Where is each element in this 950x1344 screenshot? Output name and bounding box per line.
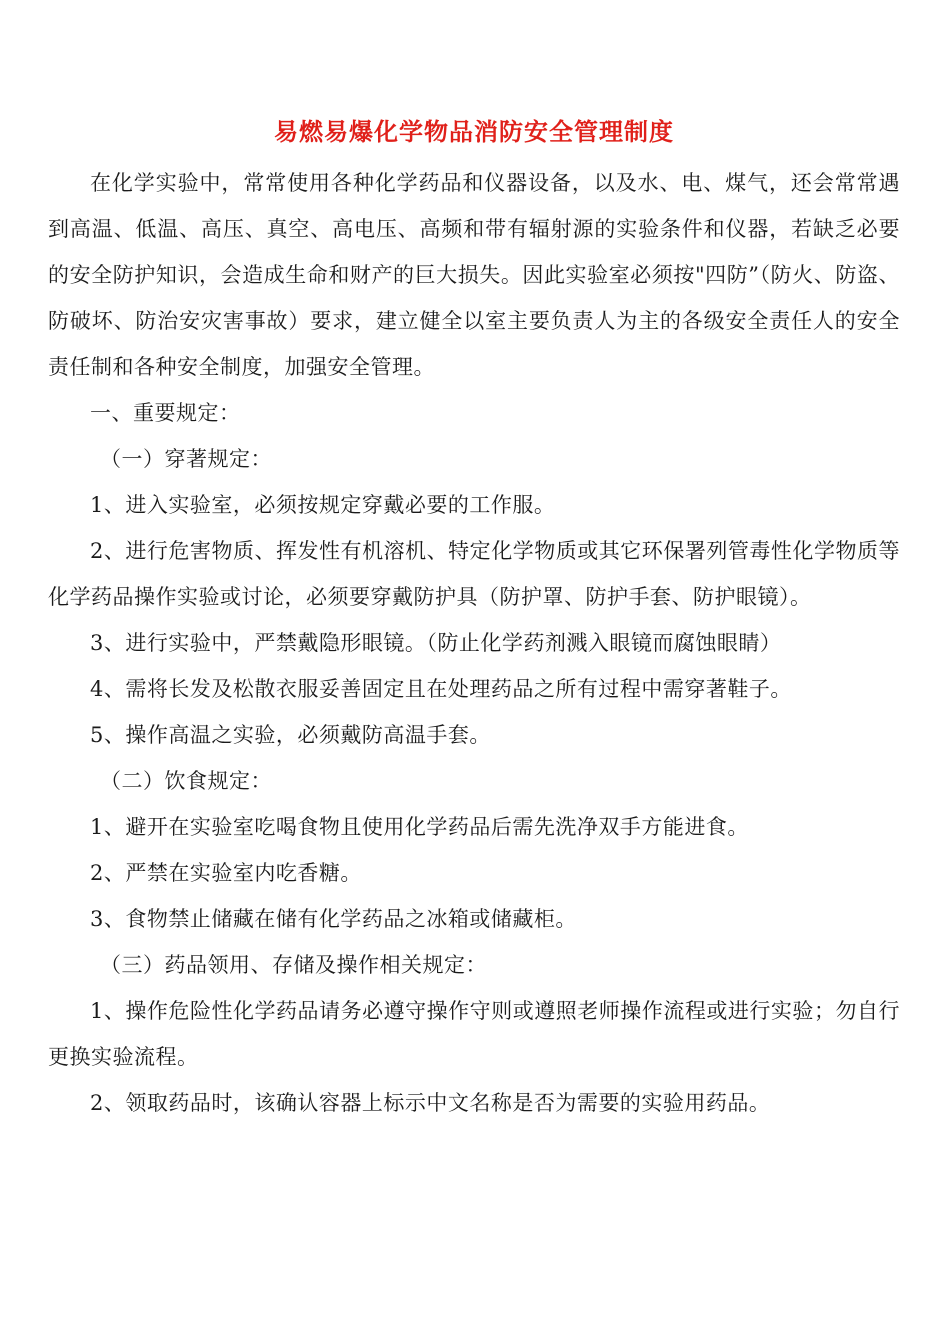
attire-rule-3: 3、进行实验中，严禁戴隐形眼镜。（防止化学药剂溅入眼镜而腐蚀眼睛） — [90, 631, 782, 655]
subsection-heading-food: （二）饮食规定： — [100, 769, 272, 793]
attire-rule-5: 5、操作高温之实验，必须戴防高温手套。 — [90, 723, 491, 747]
food-rule-2: 2、严禁在实验室内吃香糖。 — [90, 861, 362, 885]
food-rule-1: 1、避开在实验室吃喝食物且使用化学药品后需先洗净双手方能进食。 — [90, 815, 749, 839]
intro-paragraph: 在化学实验中，常常使用各种化学药品和仪器设备，以及水、电、煤气，还会常常遇到高温、低温、高压、真空、高电压、高频和带有辐射源的实验条件和仪器，若缺乏必要的安全防护知识，会造成生命和财产的巨大损失。因此实验室必须按"四防”（防火、防盗、防破坏、防治安灾害事故）要求，建立健全以室主要负责人为主的各级安全责任人的安全责任制和各种安全制度，加强安全管理。 — [48, 171, 900, 379]
attire-rule-1: 1、进入实验室，必须按规定穿戴必要的工作服。 — [90, 493, 556, 517]
subsection-heading-attire: （一）穿著规定： — [100, 447, 272, 471]
food-rule-3: 3、食物禁止储藏在储有化学药品之冰箱或储藏柜。 — [90, 907, 577, 931]
document-title: 易燃易爆化学物品消防安全管理制度 — [274, 117, 674, 146]
attire-rule-2: 2、进行危害物质、挥发性有机溶机、特定化学物质或其它环保署列管毒性化学物质等化学药品操作实验或讨论，必须要穿戴防护具（防护罩、防护手套、防护眼镜）。 — [48, 539, 900, 609]
subsection-heading-chemicals: （三）药品领用、存储及操作相关规定： — [100, 953, 487, 977]
chemical-rule-1: 1、操作危险性化学药品请务必遵守操作守则或遵照老师操作流程或进行实验；勿自行更换实验流程。 — [48, 999, 900, 1069]
attire-rule-4: 4、需将长发及松散衣服妥善固定且在处理药品之所有过程中需穿著鞋子。 — [90, 677, 792, 701]
section-heading-important-rules: 一、重要规定： — [90, 401, 241, 425]
document-page — [48, 112, 900, 1126]
chemical-rule-2: 2、领取药品时，该确认容器上标示中文名称是否为需要的实验用药品。 — [90, 1091, 771, 1115]
